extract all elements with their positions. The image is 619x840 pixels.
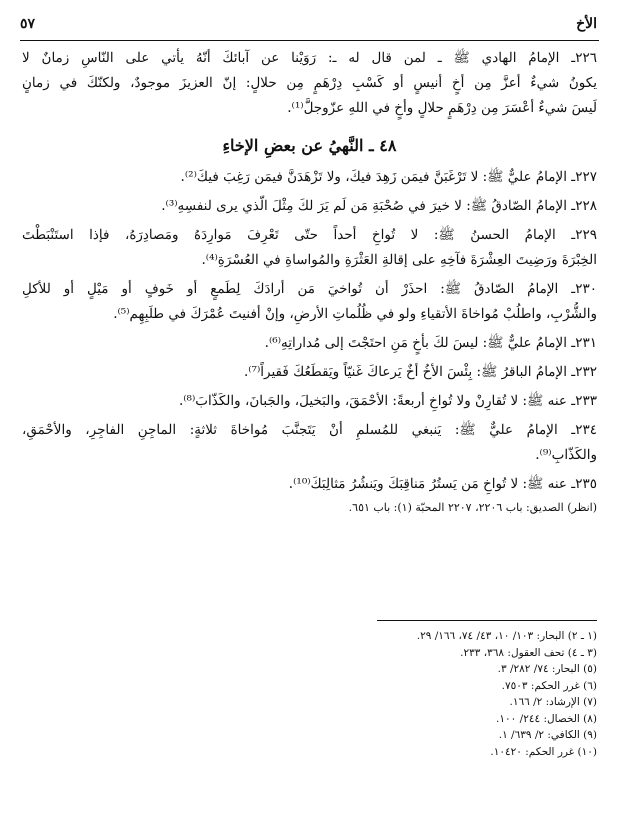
hadith-230 [22, 277, 597, 327]
see-also-reference: (انظر) الصديق: باب ٢٢٠٦، ٢٢٠٧ المحبّة (١): باب ٦٥١. [348, 501, 597, 514]
text-line: ٢٣٤ـ الإمامُ عليٌّ ﷺ: يَنبغي للمُسلمِ أنْ يَتَجنَّبَ مُواخاةَ ثلاثةٍ: الماجِنِ الفاجِرِ، والأحْمَقِ، [22, 422, 597, 438]
text-line: ٢٣٣ـ عنه ﷺ: لا تُقارِنْ ولا تُواخِ أربعةً: الأحْمَقَ، والبَخيلَ، والجَبانَ، والكَذّابَ⁽⁸⁾. [178, 393, 597, 409]
text-line: ٢٣٠ـ الإمامُ الصّادقُ ﷺ: احذَرْ أن تُواخيَ مَن أرادَكَ لِطَمعٍ أو خَوفٍ أو مَيْلٍ أو للأكلِ [22, 281, 597, 297]
text-line: يكونُ شيءٌ أعزَّ مِن أخٍ أنيسٍ أو كَسْبِ دِرْهَمٍ مِن حلالٍ: إنّ العزيزَ موجودٌ، ولكنّكَ في زمانٍ [22, 75, 597, 91]
text-line: لَيسَ شيءٌ أعْسَرَ مِن دِرْهَمٍ حلالٍ وأخٍ في اللهِ عزّوجلَّ⁽¹⁾. [287, 100, 597, 116]
text-line: الخِبْرَةَ ورَضِيتَ العِشْرَةَ فآخِهِ على إقالةِ العَثْرَةِ والمُواساةِ في العُسْرَةِ⁽⁴⁾. [201, 252, 597, 268]
footnote: (٦) غرر الحكم: ٧٥٠٣. [501, 679, 597, 692]
hadith-229 [22, 223, 597, 273]
text-line: ٢٣٥ـ عنه ﷺ: لا تُواخِ مَن يَستُرُ مَناقِبَكَ ويَنشُرُ مَثالِبَكَ⁽¹⁰⁾. [288, 476, 597, 492]
text-line: ٢٢٩ـ الإمامُ الحسنُ ﷺ: لا تُواخِ أحداً حتّى تَعْرِفَ مَوارِدَهُ ومَصادِرَهُ، فإذا استَنْبَطْتَ [22, 227, 597, 243]
running-title: الأخ [576, 16, 597, 32]
page-header [20, 16, 597, 38]
hadith-228 [22, 194, 597, 219]
hadith-235 [22, 472, 597, 497]
text-line: والشُّرْبِ، واطلُبْ مُواخاةَ الأتقياءِ ولو في ظُلُماتِ الأرضِ، وإنْ أفنيتَ عُمْرَكَ في طلَبِهِم⁽⁵⁾. [113, 306, 597, 322]
hadith-234 [22, 418, 597, 468]
footnotes [197, 628, 597, 760]
footnote-rule [377, 620, 597, 621]
text-line: ٢٢٦ـ الإمامُ الهادي ﷺ ـ لمن قال له ـ: رَوَيْنا عن آبائكَ أنّهُ يأتي على النّاسِ زمانٌ لا [22, 50, 597, 66]
text-line: ٢٣٢ـ الإمامُ الباقرُ ﷺ: بِئْسَ الأخُ أخٌ يَرعاكَ غَنيّاً ويَقطَعُكَ فَقيراً⁽⁷⁾. [243, 364, 597, 380]
section-title: ٤٨ ـ النَّهيُ عن بعضِ الإخاءِ [222, 136, 397, 155]
footnote: (٩) الكافي: ٢/ ٦٣٩/ ١. [498, 729, 597, 741]
text-line: والكَذّابِ⁽⁹⁾. [535, 447, 597, 463]
footnote: (٣ ـ ٤) تحف العقول: ٣٦٨، ٢٣٣. [460, 646, 597, 659]
hadith-233 [22, 389, 597, 414]
body-text [22, 46, 597, 517]
hadith-226 [22, 46, 597, 121]
footnote: (٨) الخصال: ٢٤٤/ ١٠٠. [496, 712, 597, 725]
text-line: ٢٢٨ـ الإمامُ الصّادقُ ﷺ: لا خيرَ في صُحْبَةِ مَن لَم يَرَ لكَ مِثْلَ الّذي يرى لنفسِهِ⁽³⁾. [161, 198, 597, 214]
text-line: ٢٣١ـ الإمامُ عليٌّ ﷺ: ليسَ لكَ بأخٍ مَنِ احتَجْتَ إلى مُداراتِهِ⁽⁶⁾. [264, 335, 597, 351]
hadith-231 [22, 331, 597, 356]
hadith-227 [22, 165, 597, 190]
footnote: (٧) الإرشاد: ٢/ ١٦٦. [509, 696, 597, 708]
header-rule [20, 40, 599, 41]
footnote: (١٠) غرر الحكم: ١٠٤٢٠. [490, 745, 597, 758]
footnote: (٥) البحار: ٧٤/ ٢٨٢/ ٣. [497, 663, 597, 675]
hadith-232 [22, 360, 597, 385]
text-line: ٢٢٧ـ الإمامُ عليٌّ ﷺ: لا تَرْغَبَنَّ فيمَن زَهِدَ فيكَ، ولا تَزْهَدَنَّ فيمَن رَغِبَ فيكَ⁽²⁾. [180, 169, 597, 185]
page-number: ٥٧ [20, 16, 36, 32]
footnote: (١ ـ ٢) البحار: ١٠٣/ ١٠، ٤٣/ ٧٤، ١٦٦/ ٢٩. [416, 630, 597, 642]
